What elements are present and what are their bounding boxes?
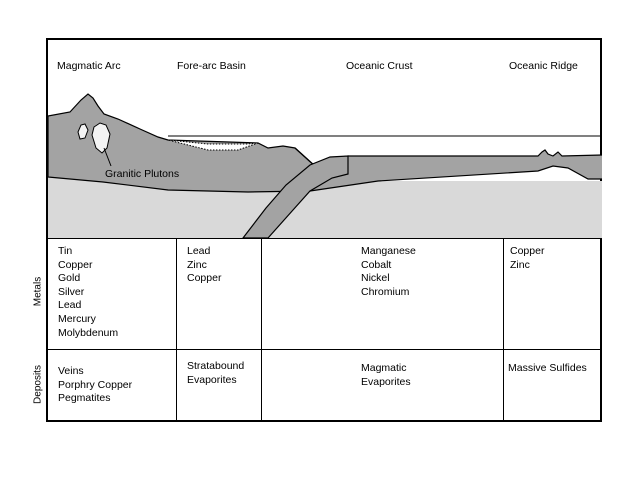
deposit-item: Veins bbox=[58, 365, 84, 377]
table-top-line bbox=[48, 238, 602, 239]
metals-cell-magmatic-arc bbox=[58, 245, 118, 340]
metals-cell-forearc-basin bbox=[187, 245, 221, 286]
metal-item: Tin bbox=[58, 245, 73, 257]
deposit-item: Evaporites bbox=[187, 373, 237, 386]
metals-cell-oceanic-ridge bbox=[510, 245, 544, 272]
metal-item: Nickel bbox=[361, 272, 390, 285]
diagram-frame bbox=[46, 38, 602, 422]
column-divider-1 bbox=[176, 238, 177, 422]
metal-item: Chromium bbox=[361, 285, 410, 298]
metal-item: Lead bbox=[187, 245, 211, 257]
zone-label-oceanic-ridge: Oceanic Ridge bbox=[509, 60, 578, 72]
metal-item: Gold bbox=[58, 272, 81, 285]
deposits-cell-forearc-basin bbox=[187, 360, 244, 387]
table-middle-line bbox=[48, 349, 602, 350]
zone-label-magmatic-arc: Magmatic Arc bbox=[57, 60, 121, 72]
metal-item: Copper bbox=[187, 272, 222, 285]
deposit-item: Massive Sulfides bbox=[508, 362, 587, 374]
deposits-cell-magmatic-arc bbox=[58, 365, 132, 406]
zone-label-oceanic-crust: Oceanic Crust bbox=[346, 60, 413, 72]
metal-item: Silver bbox=[58, 285, 85, 298]
deposit-item: Evaporites bbox=[361, 375, 411, 388]
row-label-deposits: Deposits bbox=[32, 365, 44, 404]
zone-label-forearc-basin: Fore-arc Basin bbox=[177, 60, 246, 72]
pluton-label: Granitic Plutons bbox=[105, 168, 180, 180]
deposits-cell-oceanic-crust bbox=[361, 362, 411, 389]
metal-item: Manganese bbox=[361, 245, 416, 257]
row-label-metals: Metals bbox=[32, 276, 44, 307]
metal-item: Copper bbox=[510, 245, 545, 257]
deposit-item: Porphry Copper bbox=[58, 378, 133, 391]
metal-item: Copper bbox=[58, 258, 93, 271]
metal-item: Lead bbox=[58, 299, 82, 312]
column-divider-2 bbox=[261, 238, 262, 422]
deposits-cell-oceanic-ridge bbox=[508, 362, 587, 376]
metal-item: Zinc bbox=[187, 258, 207, 271]
deposit-item: Stratabound bbox=[187, 360, 245, 372]
metal-item: Zinc bbox=[510, 258, 530, 271]
column-divider-3 bbox=[503, 238, 504, 422]
metals-cell-oceanic-crust bbox=[361, 245, 416, 299]
metal-item: Molybdenum bbox=[58, 326, 119, 339]
metal-item: Cobalt bbox=[361, 258, 392, 271]
deposit-item: Pegmatites bbox=[58, 392, 111, 405]
deposit-item: Magmatic bbox=[361, 362, 407, 374]
metal-item: Mercury bbox=[58, 312, 96, 325]
